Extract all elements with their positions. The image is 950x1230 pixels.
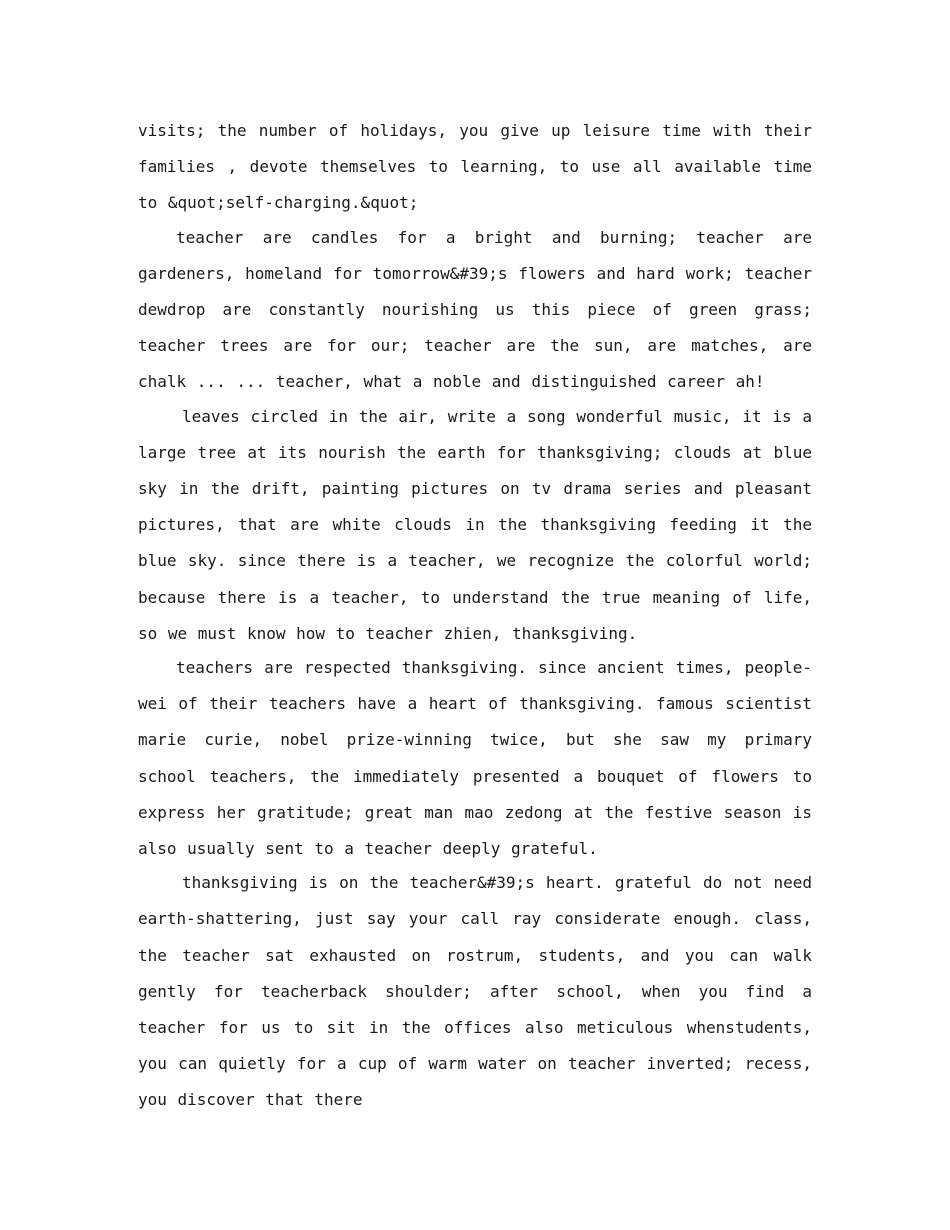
paragraph-4: teachers are respected thanksgiving. since ancient times, people-wei of their teachers have a heart of thanksgiving. famous scientist marie curie, nobel prize-winning twice, but she saw my primary school teachers, the immediately presented a bouquet of flowers to express her gratitude; great man mao zedong at the festive season is also usually sent to a teacher deeply grateful.	[138, 658, 812, 859]
paragraph-1: visits; the number of holidays, you give up leisure time with their families , devote themselves to learning, to use all available time to &quot;self-charging.&quot;	[138, 121, 812, 213]
paragraph-5: thanksgiving is on the teacher&#39;s heart. grateful do not need earth-shattering, just say your call ray considerate enough. class, the teacher sat exhausted on rostrum, students, and you can walk gently for teacherback shoulder; after school, when you find a teacher for us to sit in the offices also meticulous whenstudents, you can quietly for a cup of warm water on teacher inverted; recess, you discover that there	[138, 873, 812, 1110]
paragraph-3: leaves circled in the air, write a song wonderful music, it is a large tree at its nourish the earth for thanksgiving; clouds at blue sky in the drift, painting pictures on tv drama series and pleasant pictures, that are white clouds in the thanksgiving feeding it the blue sky. since there is a teacher, we recognize the colorful world; because there is a teacher, to understand the true meaning of life, so we must know how to teacher zhien, thanksgiving.	[138, 406, 812, 643]
paragraph-2: teacher are candles for a bright and burning; teacher are gardeners, homeland for tomorrow&#39;s flowers and hard work; teacher dewdrop are constantly nourishing us this piece of green grass; teacher trees are for our; teacher are the sun, are matches, are chalk ... ... teacher, what a noble and distinguished career ah!	[138, 227, 812, 392]
document-body	[138, 113, 812, 1119]
